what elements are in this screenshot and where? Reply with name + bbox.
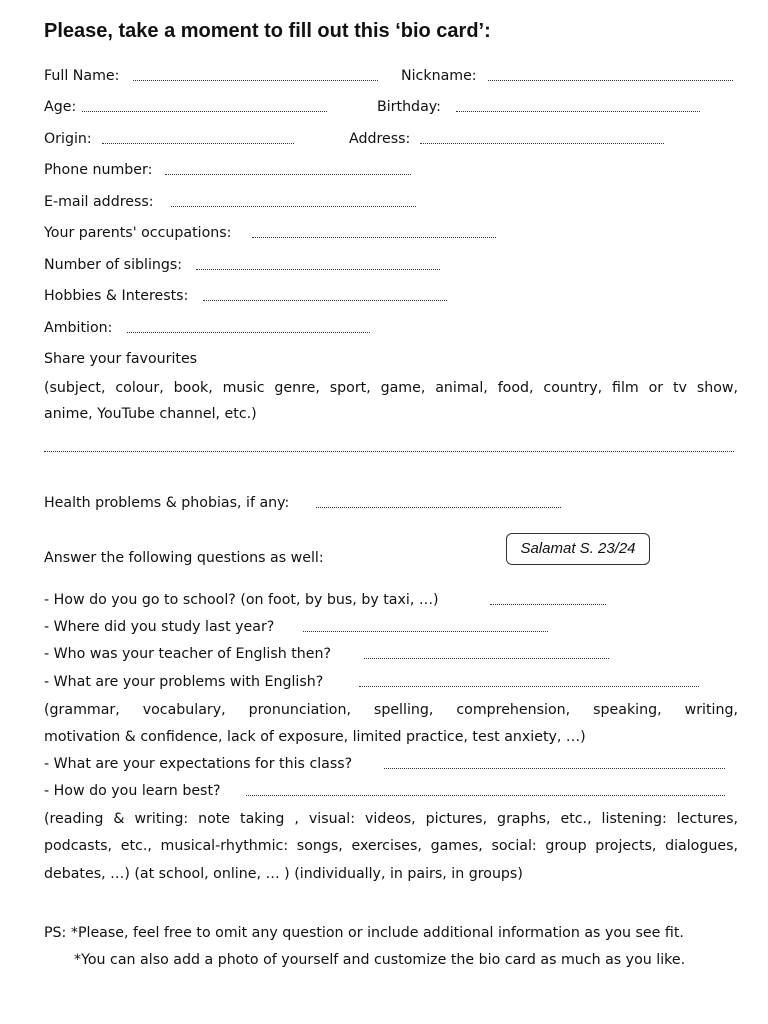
ps-note-line1: PS: *Please, feel free to omit any question or include additional information as you see fit. [44,925,684,941]
question-previous-school: - Where did you study last year? [44,619,275,635]
english-problems-examples-line1: (grammar, vocabulary, pronunciation, spelling, comprehension, speaking, writing, [44,702,738,718]
question-commute: - How do you go to school? (on foot, by bus, by taxi, …) [44,592,439,608]
address-field[interactable] [420,143,664,144]
question-expectations: - What are your expectations for this class? [44,756,353,772]
answer-previous-school[interactable] [303,631,548,632]
health-field[interactable] [316,507,561,508]
page-title: Please, take a moment to fill out this ‘bio card’: [44,20,491,42]
phone-field[interactable] [165,174,411,175]
learning-style-examples-line2: podcasts, etc., musical-rhythmic: songs, exercises, games, social: group projects, dialogues, [44,838,738,854]
answer-expectations[interactable] [384,768,725,769]
siblings-label: Number of siblings: [44,257,183,273]
origin-label: Origin: [44,131,92,147]
english-problems-examples-line2: motivation & confidence, lack of exposure, limited practice, test anxiety, …) [44,729,586,745]
question-learning-style: - How do you learn best? [44,783,221,799]
answer-previous-teacher[interactable] [364,658,609,659]
hobbies-label: Hobbies & Interests: [44,288,189,304]
ambition-label: Ambition: [44,320,113,336]
full-name-label: Full Name: [44,68,120,84]
parents-field[interactable] [252,237,496,238]
origin-field[interactable] [102,143,294,144]
email-label: E-mail address: [44,194,154,210]
phone-label: Phone number: [44,162,153,178]
author-stamp: Salamat S. 23/24 [506,533,650,565]
parents-label: Your parents' occupations: [44,225,232,241]
ambition-field[interactable] [127,332,370,333]
favourites-field[interactable] [44,451,734,452]
answer-commute[interactable] [490,604,606,605]
full-name-field[interactable] [133,80,378,81]
hobbies-field[interactable] [203,300,447,301]
address-label: Address: [349,131,411,147]
nickname-label: Nickname: [401,68,477,84]
question-previous-teacher: - Who was your teacher of English then? [44,646,332,662]
learning-style-examples-line1: (reading & writing: note taking , visual: videos, pictures, graphs, etc., listening: lectures, [44,811,738,827]
ps-note-line2: *You can also add a photo of yourself and customize the bio card as much as you like. [74,952,686,968]
birthday-field[interactable] [456,111,700,112]
nickname-field[interactable] [488,80,733,81]
questions-intro: Answer the following questions as well: [44,550,324,566]
question-english-problems: - What are your problems with English? [44,674,324,690]
siblings-field[interactable] [196,269,440,270]
favourites-examples-line1: (subject, colour, book, music genre, sport, game, animal, food, country, film or tv show, [44,380,738,396]
favourites-heading: Share your favourites [44,351,198,367]
age-field[interactable] [82,111,327,112]
favourites-examples-line2: anime, YouTube channel, etc.) [44,406,257,422]
learning-style-examples-line3: debates, …) (at school, online, … ) (individually, in pairs, in groups) [44,866,523,882]
answer-learning-style[interactable] [246,795,725,796]
answer-english-problems[interactable] [359,686,699,687]
email-field[interactable] [171,206,416,207]
age-label: Age: [44,99,77,115]
health-label: Health problems & phobias, if any: [44,495,290,511]
birthday-label: Birthday: [377,99,441,115]
